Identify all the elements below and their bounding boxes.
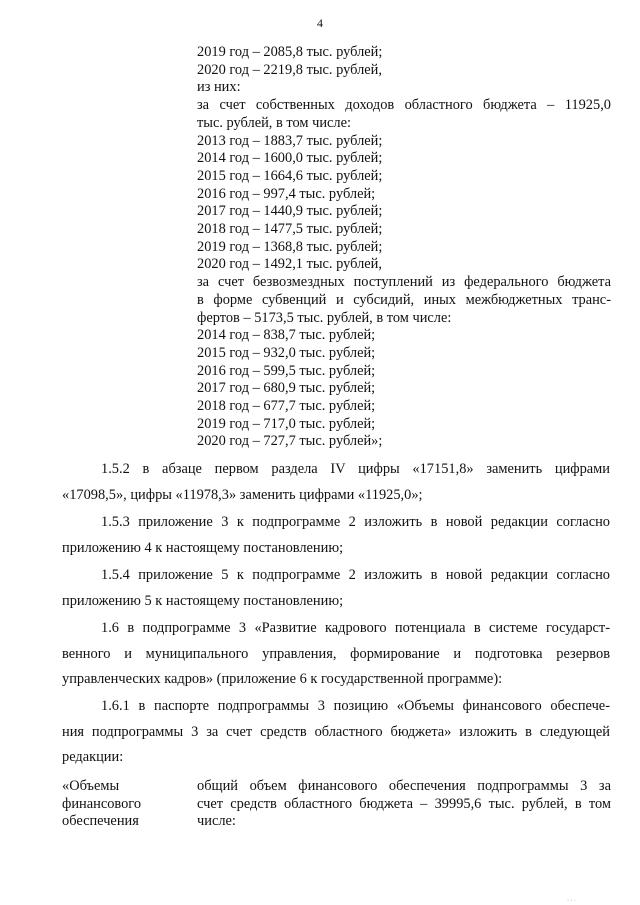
- paragraph-first-line: 1.6.1 в паспорте подпрограммы 3 позицию «Объемы финансового обеспече-: [101, 698, 610, 714]
- paragraph-first-line: 1.5.4 приложение 5 к подпрограмме 2 изложить в новой редакции согласно: [101, 567, 610, 583]
- federal-year-line: 2017 год – 680,9 тыс. рублей;: [197, 380, 376, 397]
- paragraph-1-5-4: [62, 563, 610, 614]
- table-label-line: обеспечения: [62, 813, 139, 829]
- paragraph-line: приложению 5 к настоящему постановлению;: [62, 592, 344, 609]
- federal-year-line: 2016 год – 599,5 тыс. рублей;: [197, 362, 376, 379]
- federal-intro-line: за счет безвозмездных поступлений из федерального бюджета: [197, 274, 611, 291]
- paragraph-first-line: 1.6 в подпрограмме 3 «Развитие кадрового потенциала в системе государст-: [101, 620, 610, 636]
- paragraph-1-6: [62, 616, 610, 693]
- federal-year-line: 2014 год – 838,7 тыс. рублей;: [197, 327, 376, 344]
- regional-year-line: 2014 год – 1600,0 тыс. рублей;: [197, 150, 383, 167]
- funding-line: из них:: [197, 79, 241, 96]
- paragraph-1-5-2: [62, 457, 610, 508]
- regional-year-line: 2015 год – 1664,6 тыс. рублей;: [197, 167, 383, 184]
- federal-intro-line: в форме субвенций и субсидий, иных межбюджетных транс-: [197, 291, 611, 308]
- regional-year-line: 2020 год – 1492,1 тыс. рублей,: [197, 256, 382, 273]
- federal-year-line: 2018 год – 677,7 тыс. рублей;: [197, 398, 376, 415]
- regional-year-line: 2016 год – 997,4 тыс. рублей;: [197, 185, 376, 202]
- regional-intro-line: за счет собственных доходов областного бюджета – 11925,0: [197, 97, 611, 114]
- paragraph-1-6-1: [62, 694, 610, 771]
- federal-intro-line: фертов – 5173,5 тыс. рублей, в том числе:: [197, 309, 452, 326]
- funding-block: [197, 44, 611, 451]
- paragraph-line: редакции:: [62, 749, 124, 765]
- regional-intro-line: тыс. рублей, в том числе:: [197, 114, 351, 131]
- federal-year-line: 2020 год – 727,7 тыс. рублей»;: [197, 433, 383, 450]
- paragraph-line: управленческих кадров» (приложение 6 к государственной программе):: [62, 671, 503, 687]
- table-label-cell: [62, 778, 182, 831]
- table-label-line: финансового: [62, 795, 142, 812]
- regional-year-line: 2019 год – 1368,8 тыс. рублей;: [197, 238, 383, 255]
- table-value-line: общий объем финансового обеспечения подпрограммы 3 за: [197, 778, 611, 794]
- paragraph-first-line: 1.5.2 в абзаце первом раздела IV цифры «17151,8» заменить цифрами: [101, 461, 610, 477]
- funding-line: 2019 год – 2085,8 тыс. рублей;: [197, 44, 383, 60]
- table-value-line: числе:: [197, 813, 236, 829]
- regional-year-line: 2018 год – 1477,5 тыс. рублей;: [197, 221, 383, 238]
- paragraph-line: «17098,5», цифры «11978,3» заменить цифрами «11925,0»;: [62, 486, 423, 503]
- table-label-line: «Объемы: [62, 778, 120, 794]
- regional-year-line: 2013 год – 1883,7 тыс. рублей;: [197, 132, 383, 149]
- paragraph-line: ния подпрограммы 3 за счет средств областного бюджета» изложить в следующей: [62, 723, 610, 740]
- table-value-line: счет средств областного бюджета – 39995,6 тыс. рублей, в том: [197, 795, 611, 812]
- federal-year-line: 2015 год – 932,0 тыс. рублей;: [197, 344, 376, 361]
- funding-line: 2020 год – 2219,8 тыс. рублей,: [197, 61, 382, 78]
- scan-mark: · · ·: [567, 898, 576, 904]
- paragraph-line: венного и муниципального управления, формирование и подготовка резервов: [62, 645, 610, 662]
- paragraph-line: приложению 4 к настоящему постановлению;: [62, 539, 344, 556]
- regional-year-line: 2017 год – 1440,9 тыс. рублей;: [197, 203, 383, 220]
- paragraph-1-5-3: [62, 510, 610, 561]
- table-value-cell: [197, 778, 611, 831]
- paragraph-first-line: 1.5.3 приложение 3 к подпрограмме 2 изложить в новой редакции согласно: [101, 514, 610, 530]
- page-number: 4: [317, 16, 323, 30]
- federal-year-line: 2019 год – 717,0 тыс. рублей;: [197, 415, 376, 432]
